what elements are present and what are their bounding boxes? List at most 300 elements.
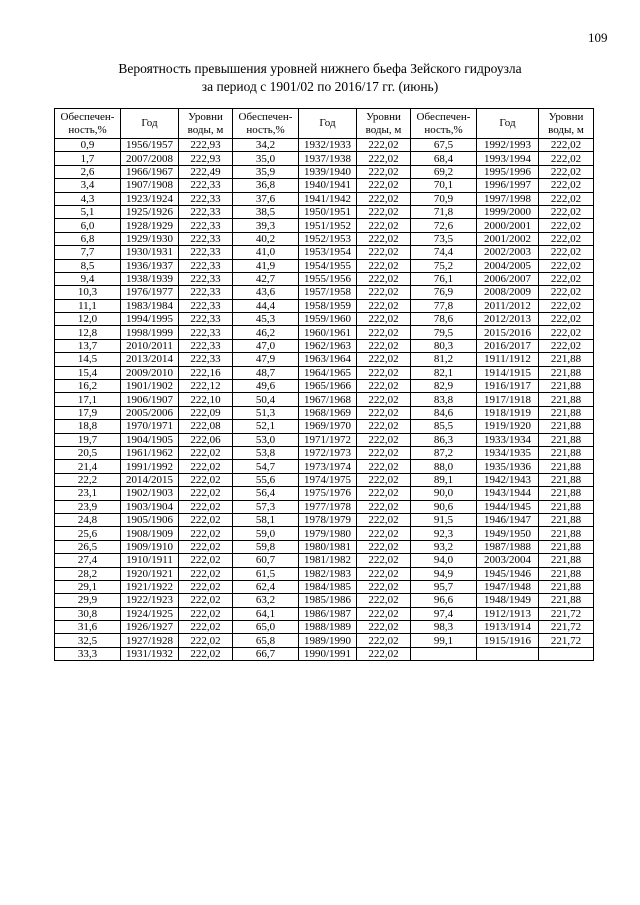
table-row: [55, 446, 594, 459]
cell-probability: 4,3: [55, 192, 121, 205]
cell-year: 1937/1938: [299, 152, 357, 165]
cell-level: 222,02: [357, 272, 411, 285]
table-row: [55, 567, 594, 580]
cell-level: 222,02: [357, 621, 411, 634]
cell-probability: 58,1: [233, 513, 299, 526]
table-row: [55, 634, 594, 647]
cell-level: 222,02: [357, 446, 411, 459]
cell-year: 1983/1984: [121, 299, 179, 312]
cell-year: 1995/1996: [477, 165, 539, 178]
cell-probability: 83,8: [411, 393, 477, 406]
cell-level: 222,02: [539, 299, 594, 312]
cell-level: 221,88: [539, 446, 594, 459]
cell-year: 2012/2013: [477, 313, 539, 326]
cell-year: 1917/1918: [477, 393, 539, 406]
cell-level: [539, 647, 594, 660]
cell-level: 222,02: [357, 326, 411, 339]
cell-year: 1976/1977: [121, 286, 179, 299]
cell-probability: 20,5: [55, 446, 121, 459]
table-row: [55, 406, 594, 419]
cell-year: 1975/1976: [299, 487, 357, 500]
cell-probability: 13,7: [55, 339, 121, 352]
cell-level: 222,02: [179, 634, 233, 647]
cell-probability: 90,0: [411, 487, 477, 500]
cell-level: 221,88: [539, 487, 594, 500]
cell-probability: 38,5: [233, 205, 299, 218]
cell-year: 1940/1941: [299, 179, 357, 192]
cell-year: 1965/1966: [299, 380, 357, 393]
cell-probability: 90,6: [411, 500, 477, 513]
cell-year: 1966/1967: [121, 165, 179, 178]
cell-level: 221,72: [539, 634, 594, 647]
table-row: [55, 179, 594, 192]
cell-probability: 11,1: [55, 299, 121, 312]
table-row: [55, 647, 594, 660]
table-header-row: [55, 109, 594, 139]
cell-level: 222,02: [179, 647, 233, 660]
cell-probability: 75,2: [411, 259, 477, 272]
table-row: [55, 232, 594, 245]
cell-level: 222,02: [357, 139, 411, 152]
cell-probability: 55,6: [233, 473, 299, 486]
cell-year: 2005/2006: [121, 406, 179, 419]
cell-probability: 89,1: [411, 473, 477, 486]
table-row: [55, 527, 594, 540]
cell-level: 222,33: [179, 313, 233, 326]
cell-year: 1954/1955: [299, 259, 357, 272]
cell-year: 1929/1930: [121, 232, 179, 245]
cell-probability: 94,0: [411, 554, 477, 567]
cell-probability: 82,9: [411, 380, 477, 393]
cell-level: 222,33: [179, 286, 233, 299]
cell-year: 1991/1992: [121, 460, 179, 473]
cell-probability: 70,1: [411, 179, 477, 192]
header-probability: Обеспечен- ность,%: [233, 109, 299, 139]
cell-year: 1949/1950: [477, 527, 539, 540]
cell-probability: 85,5: [411, 420, 477, 433]
cell-year: 1961/1962: [121, 446, 179, 459]
cell-year: 1913/1914: [477, 621, 539, 634]
cell-level: 222,33: [179, 246, 233, 259]
cell-year: 1968/1969: [299, 406, 357, 419]
cell-year: 1996/1997: [477, 179, 539, 192]
cell-level: 222,33: [179, 353, 233, 366]
cell-probability: 47,9: [233, 353, 299, 366]
cell-year: 1986/1987: [299, 607, 357, 620]
cell-probability: 43,6: [233, 286, 299, 299]
cell-probability: 6,0: [55, 219, 121, 232]
cell-probability: 97,4: [411, 607, 477, 620]
cell-probability: [411, 647, 477, 660]
cell-year: 1901/1902: [121, 380, 179, 393]
cell-level: 222,02: [179, 554, 233, 567]
header-year: Год: [477, 109, 539, 139]
cell-probability: 29,1: [55, 580, 121, 593]
cell-year: 1989/1990: [299, 634, 357, 647]
cell-level: 222,02: [357, 219, 411, 232]
cell-year: 1974/1975: [299, 473, 357, 486]
cell-level: 222,02: [539, 205, 594, 218]
cell-year: 1988/1989: [299, 621, 357, 634]
cell-year: 2009/2010: [121, 366, 179, 379]
cell-year: 1925/1926: [121, 205, 179, 218]
table-row: [55, 286, 594, 299]
cell-level: 222,33: [179, 179, 233, 192]
cell-probability: 59,0: [233, 527, 299, 540]
header-level: Уровни воды, м: [539, 109, 594, 139]
page-number: 109: [588, 30, 608, 45]
cell-level: 222,12: [179, 380, 233, 393]
cell-year: 2008/2009: [477, 286, 539, 299]
cell-level: 221,88: [539, 540, 594, 553]
cell-level: 221,88: [539, 473, 594, 486]
cell-probability: 98,3: [411, 621, 477, 634]
cell-probability: 69,2: [411, 165, 477, 178]
table-row: [55, 353, 594, 366]
cell-year: 1924/1925: [121, 607, 179, 620]
cell-year: 1945/1946: [477, 567, 539, 580]
cell-year: 1967/1968: [299, 393, 357, 406]
cell-probability: 44,4: [233, 299, 299, 312]
cell-probability: 63,2: [233, 594, 299, 607]
cell-level: 222,02: [539, 192, 594, 205]
table-row: [55, 326, 594, 339]
header-probability: Обеспечен- ность,%: [411, 109, 477, 139]
cell-level: 222,02: [357, 299, 411, 312]
cell-probability: 48,7: [233, 366, 299, 379]
cell-probability: 31,6: [55, 621, 121, 634]
cell-level: 222,02: [357, 567, 411, 580]
cell-year: 2014/2015: [121, 473, 179, 486]
cell-probability: 0,9: [55, 139, 121, 152]
cell-year: 1956/1957: [121, 139, 179, 152]
cell-year: 1916/1917: [477, 380, 539, 393]
cell-probability: 86,3: [411, 433, 477, 446]
cell-year: 1906/1907: [121, 393, 179, 406]
cell-level: 221,88: [539, 594, 594, 607]
cell-probability: 60,7: [233, 554, 299, 567]
cell-probability: 84,6: [411, 406, 477, 419]
cell-level: 222,02: [357, 433, 411, 446]
cell-level: 222,02: [357, 313, 411, 326]
table-row: [55, 299, 594, 312]
cell-probability: 45,3: [233, 313, 299, 326]
cell-year: 1934/1935: [477, 446, 539, 459]
cell-probability: 66,7: [233, 647, 299, 660]
cell-year: 1931/1932: [121, 647, 179, 660]
cell-level: 222,02: [539, 339, 594, 352]
cell-probability: 52,1: [233, 420, 299, 433]
cell-level: 222,02: [179, 513, 233, 526]
cell-level: 222,02: [357, 165, 411, 178]
cell-probability: 88,0: [411, 460, 477, 473]
cell-year: 1910/1911: [121, 554, 179, 567]
cell-year: 1912/1913: [477, 607, 539, 620]
cell-level: 222,33: [179, 192, 233, 205]
cell-year: 2004/2005: [477, 259, 539, 272]
cell-year: 1957/1958: [299, 286, 357, 299]
table-row: [55, 339, 594, 352]
cell-year: 1964/1965: [299, 366, 357, 379]
cell-year: 2011/2012: [477, 299, 539, 312]
cell-year: 1948/1949: [477, 594, 539, 607]
header-year: Год: [121, 109, 179, 139]
cell-level: 222,02: [357, 540, 411, 553]
cell-probability: 28,2: [55, 567, 121, 580]
cell-year: 1958/1959: [299, 299, 357, 312]
cell-year: 1907/1908: [121, 179, 179, 192]
table-row: [55, 473, 594, 486]
table-row: [55, 366, 594, 379]
cell-year: 1997/1998: [477, 192, 539, 205]
cell-year: 2006/2007: [477, 272, 539, 285]
cell-probability: 32,5: [55, 634, 121, 647]
cell-probability: 16,2: [55, 380, 121, 393]
cell-year: 1950/1951: [299, 205, 357, 218]
cell-year: 1908/1909: [121, 527, 179, 540]
cell-level: 222,02: [357, 192, 411, 205]
cell-level: 222,02: [179, 580, 233, 593]
cell-year: 1918/1919: [477, 406, 539, 419]
cell-probability: 10,3: [55, 286, 121, 299]
cell-probability: 12,0: [55, 313, 121, 326]
cell-level: 222,02: [179, 473, 233, 486]
cell-probability: 57,3: [233, 500, 299, 513]
cell-level: 222,02: [357, 487, 411, 500]
cell-level: 221,88: [539, 554, 594, 567]
title-line-2: за период с 1901/02 по 2016/17 гг. (июнь): [201, 79, 439, 94]
cell-probability: 30,8: [55, 607, 121, 620]
table-row: [55, 594, 594, 607]
cell-level: 221,88: [539, 420, 594, 433]
cell-year: 1998/1999: [121, 326, 179, 339]
cell-level: 222,06: [179, 433, 233, 446]
cell-probability: 15,4: [55, 366, 121, 379]
cell-level: 222,02: [357, 393, 411, 406]
cell-level: 221,88: [539, 460, 594, 473]
cell-level: 222,02: [357, 152, 411, 165]
cell-probability: 29,9: [55, 594, 121, 607]
cell-probability: 53,0: [233, 433, 299, 446]
cell-level: 222,02: [539, 219, 594, 232]
cell-year: 1928/1929: [121, 219, 179, 232]
cell-level: 221,88: [539, 433, 594, 446]
cell-level: 222,02: [539, 246, 594, 259]
table-row: [55, 393, 594, 406]
cell-year: 2010/2011: [121, 339, 179, 352]
cell-probability: 54,7: [233, 460, 299, 473]
cell-level: 222,93: [179, 152, 233, 165]
cell-level: 222,02: [357, 594, 411, 607]
cell-level: 221,88: [539, 366, 594, 379]
cell-probability: 6,8: [55, 232, 121, 245]
cell-year: 1943/1944: [477, 487, 539, 500]
cell-level: 222,33: [179, 299, 233, 312]
cell-level: 222,02: [357, 205, 411, 218]
table-row: [55, 607, 594, 620]
cell-level: 222,02: [357, 513, 411, 526]
table-row: [55, 192, 594, 205]
cell-probability: 22,2: [55, 473, 121, 486]
cell-probability: 2,6: [55, 165, 121, 178]
cell-probability: 56,4: [233, 487, 299, 500]
cell-probability: 87,2: [411, 446, 477, 459]
table-row: [55, 554, 594, 567]
cell-level: 222,02: [179, 527, 233, 540]
table-row: [55, 513, 594, 526]
cell-year: 1914/1915: [477, 366, 539, 379]
cell-year: 1905/1906: [121, 513, 179, 526]
cell-year: 1927/1928: [121, 634, 179, 647]
table-row: [55, 580, 594, 593]
cell-year: 2001/2002: [477, 232, 539, 245]
table-row: [55, 540, 594, 553]
header-probability: Обеспечен- ность,%: [55, 109, 121, 139]
table-row: [55, 621, 594, 634]
cell-probability: 67,5: [411, 139, 477, 152]
cell-year: 1973/1974: [299, 460, 357, 473]
cell-year: 1920/1921: [121, 567, 179, 580]
cell-year: 1947/1948: [477, 580, 539, 593]
cell-probability: 14,5: [55, 353, 121, 366]
cell-level: 222,02: [539, 165, 594, 178]
cell-year: 1909/1910: [121, 540, 179, 553]
cell-year: 2007/2008: [121, 152, 179, 165]
cell-probability: 68,4: [411, 152, 477, 165]
cell-probability: 24,8: [55, 513, 121, 526]
cell-level: 221,88: [539, 406, 594, 419]
cell-level: 222,02: [179, 621, 233, 634]
cell-probability: 80,3: [411, 339, 477, 352]
cell-year: 1982/1983: [299, 567, 357, 580]
cell-year: 1926/1927: [121, 621, 179, 634]
cell-year: 1993/1994: [477, 152, 539, 165]
cell-year: 1923/1924: [121, 192, 179, 205]
cell-year: 1977/1978: [299, 500, 357, 513]
cell-probability: 21,4: [55, 460, 121, 473]
cell-year: 1933/1934: [477, 433, 539, 446]
cell-level: 222,02: [357, 246, 411, 259]
table-row: [55, 500, 594, 513]
cell-probability: 50,4: [233, 393, 299, 406]
cell-probability: 3,4: [55, 179, 121, 192]
cell-year: 1978/1979: [299, 513, 357, 526]
cell-probability: 12,8: [55, 326, 121, 339]
cell-year: 1919/1920: [477, 420, 539, 433]
table-row: [55, 219, 594, 232]
table-row: [55, 165, 594, 178]
cell-probability: 96,6: [411, 594, 477, 607]
cell-probability: 61,5: [233, 567, 299, 580]
cell-year: 1984/1985: [299, 580, 357, 593]
cell-year: 2016/2017: [477, 339, 539, 352]
cell-probability: 82,1: [411, 366, 477, 379]
cell-level: 222,10: [179, 393, 233, 406]
cell-level: 222,02: [539, 232, 594, 245]
cell-level: 222,02: [357, 580, 411, 593]
cell-year: 1930/1931: [121, 246, 179, 259]
cell-level: 222,02: [539, 313, 594, 326]
cell-year: 2015/2016: [477, 326, 539, 339]
cell-probability: 99,1: [411, 634, 477, 647]
title-line-1: Вероятность превышения уровней нижнего бьефа Зейского гидроузла: [118, 61, 522, 76]
table-row: [55, 487, 594, 500]
cell-level: 222,02: [357, 473, 411, 486]
cell-probability: 17,9: [55, 406, 121, 419]
probability-table: [54, 108, 594, 661]
cell-year: 1960/1961: [299, 326, 357, 339]
cell-level: 222,02: [357, 647, 411, 660]
cell-probability: 5,1: [55, 205, 121, 218]
cell-probability: 93,2: [411, 540, 477, 553]
table-row: [55, 460, 594, 473]
cell-year: 1946/1947: [477, 513, 539, 526]
cell-probability: 51,3: [233, 406, 299, 419]
header-level: Уровни воды, м: [357, 109, 411, 139]
cell-probability: 94,9: [411, 567, 477, 580]
cell-probability: 72,6: [411, 219, 477, 232]
cell-level: 222,02: [539, 139, 594, 152]
cell-level: 222,02: [357, 259, 411, 272]
cell-level: 222,02: [539, 272, 594, 285]
cell-year: 1911/1912: [477, 353, 539, 366]
cell-level: 221,88: [539, 513, 594, 526]
cell-level: 221,88: [539, 567, 594, 580]
cell-probability: 77,8: [411, 299, 477, 312]
cell-level: 222,02: [179, 446, 233, 459]
table-body: [55, 139, 594, 661]
cell-level: 222,02: [357, 286, 411, 299]
header-level: Уровни воды, м: [179, 109, 233, 139]
cell-year: 1921/1922: [121, 580, 179, 593]
cell-year: 1942/1943: [477, 473, 539, 486]
cell-probability: 71,8: [411, 205, 477, 218]
cell-year: 1903/1904: [121, 500, 179, 513]
cell-level: 221,88: [539, 380, 594, 393]
cell-probability: 76,9: [411, 286, 477, 299]
cell-level: 222,02: [539, 259, 594, 272]
cell-level: 222,02: [357, 554, 411, 567]
cell-probability: 78,6: [411, 313, 477, 326]
cell-probability: 49,6: [233, 380, 299, 393]
cell-year: 1994/1995: [121, 313, 179, 326]
cell-probability: 65,0: [233, 621, 299, 634]
cell-level: 222,93: [179, 139, 233, 152]
cell-probability: 64,1: [233, 607, 299, 620]
cell-level: 222,02: [179, 487, 233, 500]
cell-probability: 8,5: [55, 259, 121, 272]
cell-year: 1904/1905: [121, 433, 179, 446]
cell-probability: 27,4: [55, 554, 121, 567]
table-row: [55, 259, 594, 272]
cell-level: 222,33: [179, 272, 233, 285]
cell-level: 222,02: [357, 353, 411, 366]
cell-level: 222,02: [539, 286, 594, 299]
cell-level: 221,72: [539, 621, 594, 634]
cell-year: 1969/1970: [299, 420, 357, 433]
cell-year: 1979/1980: [299, 527, 357, 540]
cell-year: 1955/1956: [299, 272, 357, 285]
cell-level: 222,02: [179, 594, 233, 607]
table-row: [55, 380, 594, 393]
cell-level: 221,88: [539, 393, 594, 406]
cell-year: 1981/1982: [299, 554, 357, 567]
cell-year: 1922/1923: [121, 594, 179, 607]
cell-probability: 62,4: [233, 580, 299, 593]
cell-level: 222,02: [357, 500, 411, 513]
cell-level: 222,33: [179, 232, 233, 245]
cell-year: 1941/1942: [299, 192, 357, 205]
